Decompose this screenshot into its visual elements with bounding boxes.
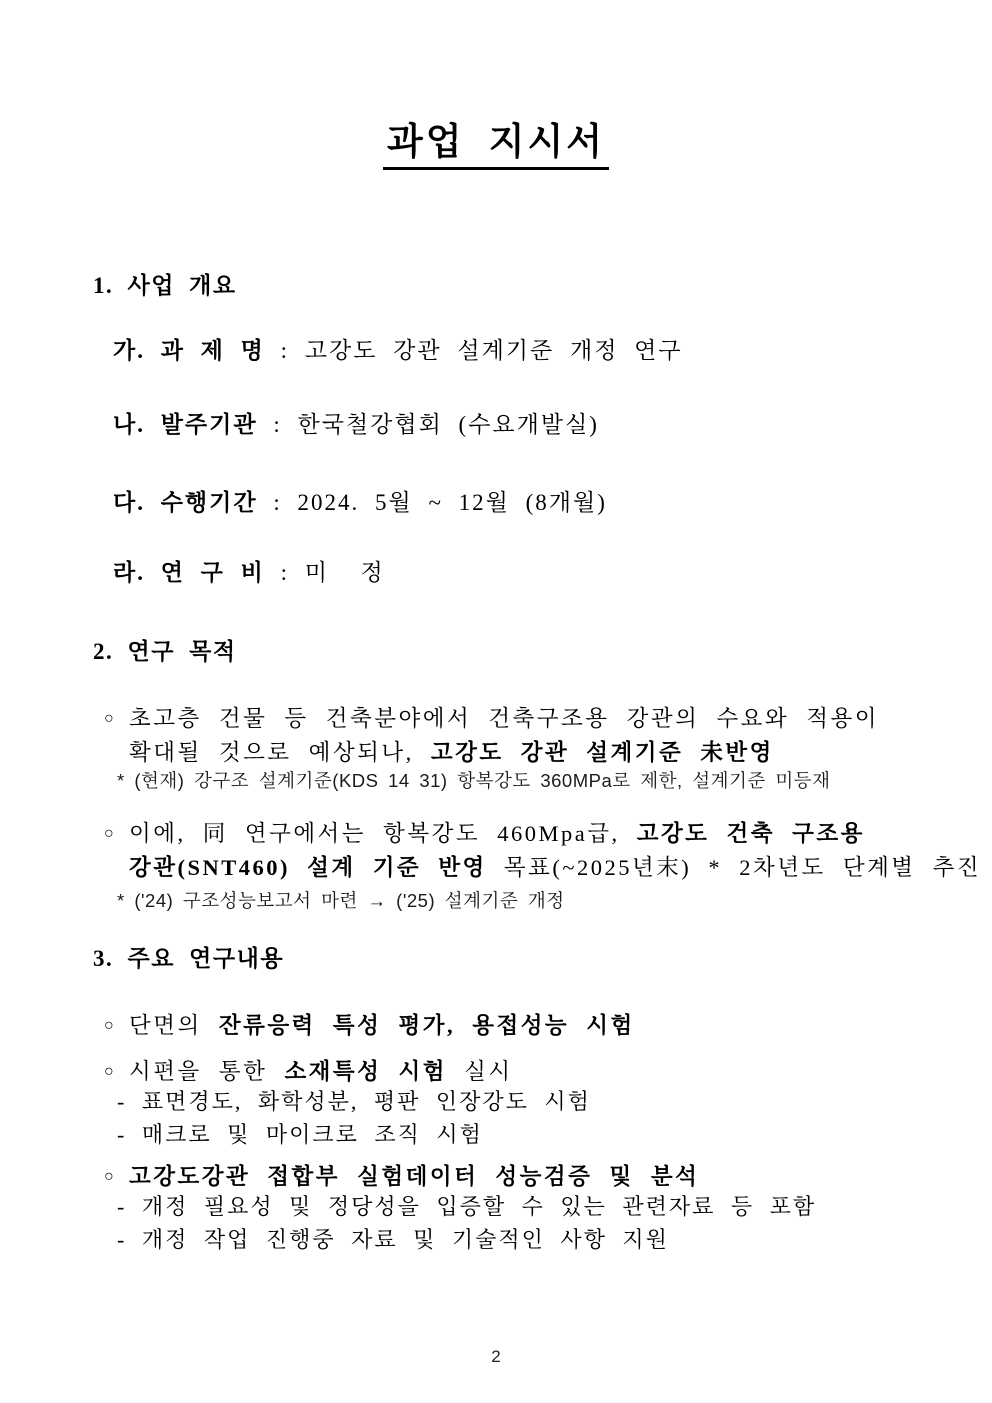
bullet-line <box>129 1009 635 1043</box>
bullet-line <box>129 1160 699 1194</box>
item-colon: : <box>264 338 305 363</box>
circle-bullet-icon: ○ <box>104 825 114 842</box>
bullet-paragraph-goal <box>104 817 981 885</box>
item-colon: : <box>264 560 305 585</box>
section3-heading: 3. 주요 연구내용 <box>93 946 285 971</box>
bullet-line <box>129 817 981 851</box>
bullet-line <box>129 1055 513 1089</box>
bullet-material-test <box>104 1055 513 1089</box>
dash-item-macro-micro: - 매크로 및 마이크로 조직 시험 <box>117 1122 483 1147</box>
bullet-residual-stress <box>104 1009 635 1043</box>
dash-item-revision-support: - 개정 작업 진행중 자료 및 기술적인 사항 지원 <box>117 1227 669 1252</box>
item-value: 한국철강협회 (수요개발실) <box>297 412 599 437</box>
item-colon: : <box>257 490 298 515</box>
item-ordering-agency <box>113 411 599 439</box>
bullet-paragraph-demand <box>104 702 879 770</box>
text-run: 단면의 <box>129 1013 219 1038</box>
bullet-joint-verification <box>104 1160 699 1194</box>
bullet-line <box>129 702 879 736</box>
bullet-line <box>129 851 981 885</box>
doc-title: 과업 지시서 <box>383 121 609 170</box>
text-run-bold: 강관(SNT460) 설계 기준 반영 <box>129 855 487 880</box>
item-value: 미 정 <box>304 560 385 585</box>
section1-heading: 1. 사업 개요 <box>93 273 237 298</box>
item-research-budget <box>113 559 385 587</box>
footnote-roadmap: * ('24) 구조성능보고서 마련 → ('25) 설계기준 개정 <box>117 890 565 911</box>
text-run: 시편을 통한 <box>129 1059 285 1084</box>
text-run: 목표(~2025년末) * 2차년도 단계별 추진 <box>486 855 982 880</box>
text-run: 이에, 同 연구에서는 항복강도 460Mpa급, <box>129 821 637 846</box>
section2-heading: 2. 연구 목적 <box>93 639 237 664</box>
circle-bullet-icon: ○ <box>104 1168 114 1185</box>
text-run: 확대될 것으로 예상되나, <box>129 740 431 765</box>
dash-item-revision-evidence: - 개정 필요성 및 정당성을 입증할 수 있는 관련자료 등 포함 <box>117 1194 817 1219</box>
text-run-bold: 고강도 강관 설계기준 未반영 <box>430 740 774 765</box>
item-label: 나. 발주기관 <box>113 412 258 437</box>
doc-title-row <box>0 121 992 170</box>
item-project-name <box>113 337 683 365</box>
text-run-bold: 소재특성 시험 <box>284 1059 447 1084</box>
circle-bullet-icon: ○ <box>104 1063 114 1080</box>
item-value: 2024. 5월 ~ 12월 (8개월) <box>297 490 607 515</box>
item-label: 라. 연 구 비 <box>113 560 265 585</box>
text-run: 실시 <box>446 1059 513 1084</box>
footnote-current-standard: * (현재) 강구조 설계기준(KDS 14 31) 항복강도 360MPa로 제한, 설계기준 미등재 <box>117 770 831 791</box>
text-run-bold: 잔류응력 특성 평가, 용접성능 시험 <box>218 1013 635 1038</box>
item-colon: : <box>257 412 298 437</box>
item-value: 고강도 강관 설계기준 개정 연구 <box>304 338 683 363</box>
dash-item-surface-hardness: - 표면경도, 화학성분, 평판 인장강도 시험 <box>117 1089 591 1114</box>
text-run-bold: 고강도 건축 구조용 <box>636 821 865 846</box>
item-label: 다. 수행기간 <box>113 490 258 515</box>
page-number: 2 <box>491 1347 501 1366</box>
item-label: 가. 과 제 명 <box>113 338 265 363</box>
circle-bullet-icon: ○ <box>104 710 114 727</box>
text-run: 초고층 건물 등 건축분야에서 건축구조용 강관의 수요와 적용이 <box>129 706 879 731</box>
circle-bullet-icon: ○ <box>104 1017 114 1034</box>
item-execution-period <box>113 489 607 517</box>
bullet-line <box>129 736 879 770</box>
text-run-bold: 고강도강관 접합부 실험데이터 성능검증 및 분석 <box>129 1164 700 1189</box>
